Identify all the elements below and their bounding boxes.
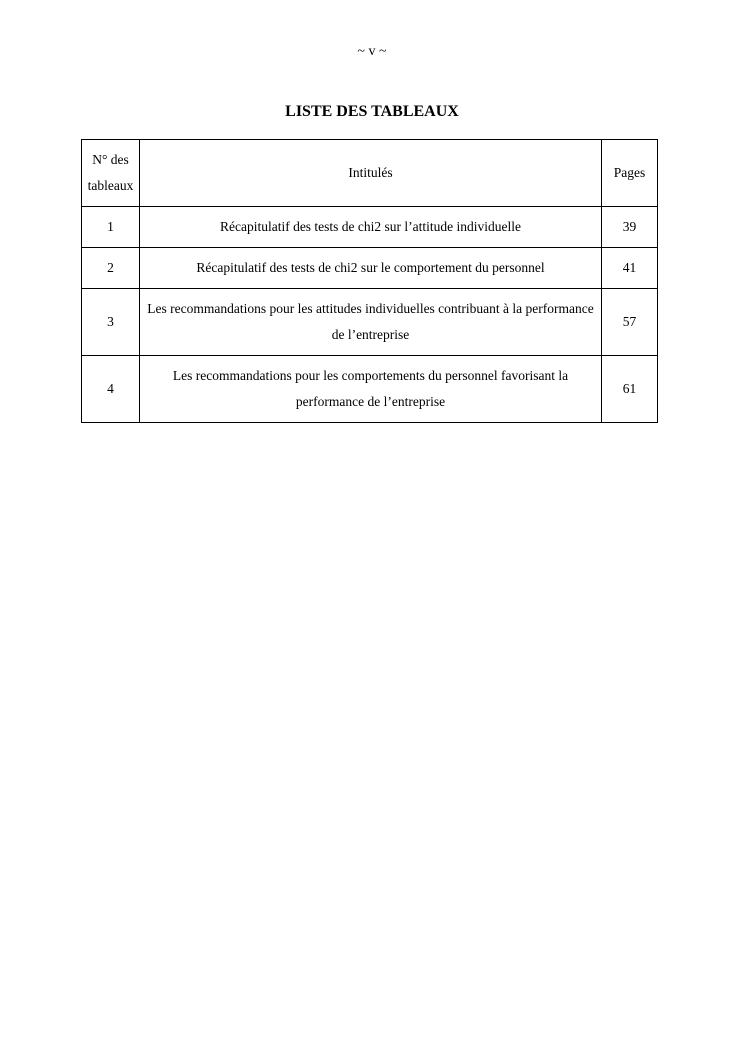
table-row: [82, 356, 658, 423]
row-title: Récapitulatif des tests de chi2 sur l’attitude individuelle: [140, 207, 602, 248]
table-row: [82, 248, 658, 289]
row-number: 3: [82, 289, 140, 356]
header-number: N° des tableaux: [82, 140, 140, 207]
table-header-row: [82, 140, 658, 207]
row-page: 41: [602, 248, 658, 289]
row-number: 2: [82, 248, 140, 289]
header-title: Intitulés: [140, 140, 602, 207]
page-number: ~ v ~: [357, 44, 387, 59]
header-pages: Pages: [602, 140, 658, 207]
row-page: 57: [602, 289, 658, 356]
table-row: [82, 207, 658, 248]
table-row: [82, 289, 658, 356]
row-title: Les recommandations pour les comportements du personnel favorisant la performance de l’entreprise: [140, 356, 602, 423]
row-number: 1: [82, 207, 140, 248]
row-title: Les recommandations pour les attitudes individuelles contribuant à la performance de l’entreprise: [140, 289, 602, 356]
row-number: 4: [82, 356, 140, 423]
row-title: Récapitulatif des tests de chi2 sur le comportement du personnel: [140, 248, 602, 289]
page-title: LISTE DES TABLEAUX: [285, 103, 459, 120]
row-page: 39: [602, 207, 658, 248]
row-page: 61: [602, 356, 658, 423]
tables-list: [81, 139, 658, 423]
